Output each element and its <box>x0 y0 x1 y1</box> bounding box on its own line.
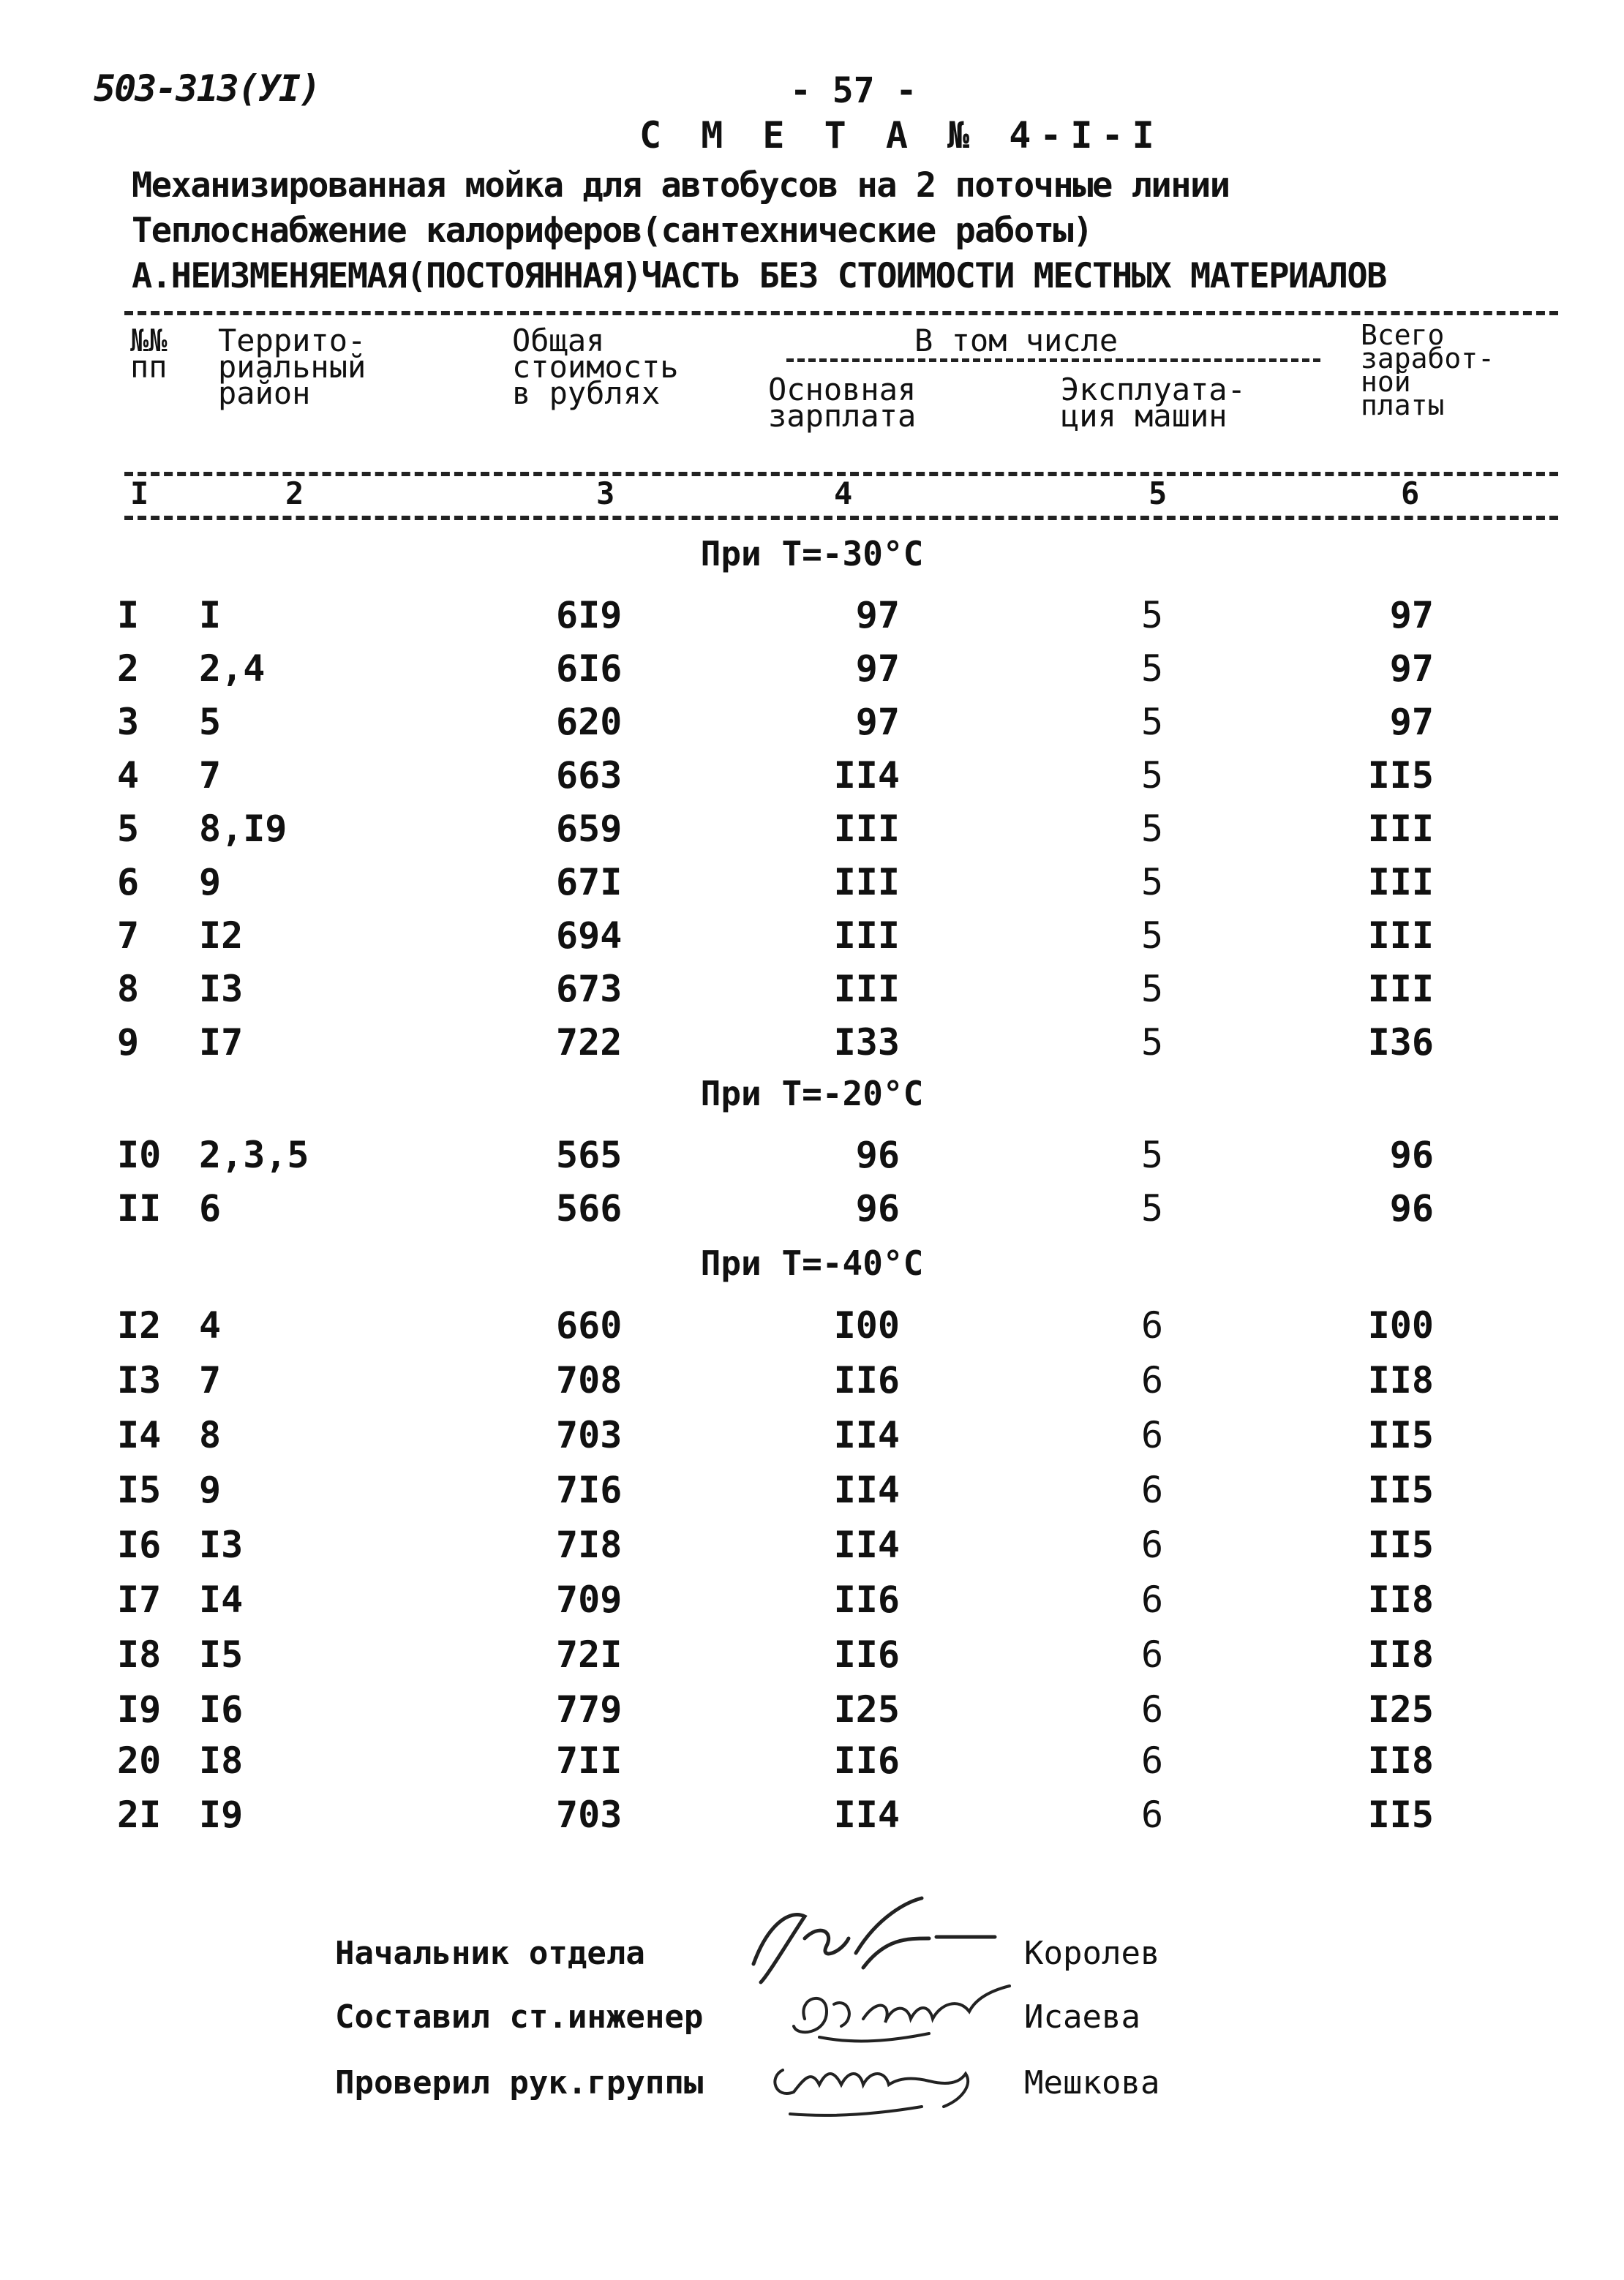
row-wage: I25 <box>833 1688 900 1731</box>
row-region: I7 <box>199 1021 244 1064</box>
column-number-4: 4 <box>834 475 853 511</box>
row-wage: III <box>833 968 900 1010</box>
table-row <box>0 754 1624 805</box>
row-number: I4 <box>117 1414 162 1456</box>
row-total-cost: 673 <box>556 968 623 1010</box>
table-row <box>0 808 1624 859</box>
row-machines: 5 <box>1141 701 1164 743</box>
row-machines: 5 <box>1141 1134 1164 1176</box>
table-row <box>0 1524 1624 1575</box>
row-machines: 5 <box>1141 1021 1164 1064</box>
row-wage: II4 <box>833 1414 900 1456</box>
row-total-wage: II5 <box>1367 1524 1434 1566</box>
row-total-cost: 722 <box>556 1021 623 1064</box>
column-header-number: №№ пп <box>130 323 168 385</box>
signature-role-head: Начальник отдела <box>335 1935 645 1972</box>
row-total-cost: 708 <box>556 1359 623 1402</box>
row-number: 7 <box>117 914 140 957</box>
row-wage: 97 <box>855 647 900 690</box>
smeta-title: С М Е Т А № 4-I-I <box>639 114 1163 157</box>
row-machines: 6 <box>1141 1739 1164 1782</box>
row-total-wage: I00 <box>1367 1304 1434 1347</box>
row-region: I4 <box>199 1579 244 1621</box>
row-machines: 5 <box>1141 861 1164 903</box>
column-header-total-wage: Всего заработ- ной платы <box>1361 319 1495 421</box>
table-row <box>0 594 1624 645</box>
row-region: I3 <box>199 968 244 1010</box>
row-total-cost: 566 <box>556 1187 623 1230</box>
row-total-cost: 709 <box>556 1579 623 1621</box>
row-number: I2 <box>117 1304 162 1347</box>
row-total-wage: III <box>1367 914 1434 957</box>
row-number: I5 <box>117 1469 162 1511</box>
signature-role-engineer: Составил ст.инженер <box>335 1998 704 2036</box>
row-total-wage: I25 <box>1367 1688 1434 1731</box>
row-number: 20 <box>117 1739 162 1782</box>
row-machines: 6 <box>1141 1688 1164 1731</box>
row-region: 7 <box>199 754 222 797</box>
row-total-cost: 659 <box>556 808 623 850</box>
row-number: 6 <box>117 861 140 903</box>
row-total-cost: 6I9 <box>556 594 623 636</box>
row-machines: 6 <box>1141 1469 1164 1511</box>
row-region: 2,4 <box>199 647 266 690</box>
row-total-cost: 703 <box>556 1794 623 1836</box>
row-total-cost: 67I <box>556 861 623 903</box>
column-header-group: В том числе <box>914 323 1119 358</box>
row-wage: II6 <box>833 1739 900 1782</box>
row-wage: II4 <box>833 1794 900 1836</box>
table-row <box>0 1414 1624 1465</box>
page-number: - 57 - <box>790 70 917 111</box>
column-number-3: 3 <box>596 475 615 511</box>
table-row <box>0 1134 1624 1185</box>
row-wage: II6 <box>833 1633 900 1676</box>
row-machines: 6 <box>1141 1304 1164 1347</box>
row-total-cost: 7I6 <box>556 1469 623 1511</box>
row-total-cost: 660 <box>556 1304 623 1347</box>
row-region: 6 <box>199 1187 222 1230</box>
row-machines: 5 <box>1141 754 1164 797</box>
row-machines: 6 <box>1141 1579 1164 1621</box>
row-total-wage: II5 <box>1367 1414 1434 1456</box>
row-wage: III <box>833 808 900 850</box>
table-row <box>0 1021 1624 1072</box>
table-row <box>0 1469 1624 1520</box>
row-machines: 6 <box>1141 1414 1164 1456</box>
row-wage: 97 <box>855 594 900 636</box>
row-number: 2I <box>117 1794 162 1836</box>
row-region: I5 <box>199 1633 244 1676</box>
section-label-minus-40: При Т=-40°С <box>700 1244 924 1283</box>
row-region: 2,3,5 <box>199 1134 309 1176</box>
row-total-wage: III <box>1367 968 1434 1010</box>
row-machines: 6 <box>1141 1633 1164 1676</box>
column-number-1: I <box>130 475 149 511</box>
row-region: 8,I9 <box>199 808 287 850</box>
row-wage: II4 <box>833 1469 900 1511</box>
title-line-3: А.НЕИЗМЕНЯЕМАЯ(ПОСТОЯННАЯ)ЧАСТЬ БЕЗ СТОИМОСТИ МЕСТНЫХ МАТЕРИАЛОВ <box>132 256 1386 296</box>
row-wage: III <box>833 861 900 903</box>
title-line-2: Теплоснабжение калориферов(сантехнические работы) <box>132 211 1093 251</box>
row-region: I <box>199 594 222 636</box>
row-machines: 5 <box>1141 1187 1164 1230</box>
column-number-5: 5 <box>1149 475 1168 511</box>
row-total-wage: I36 <box>1367 1021 1434 1064</box>
column-header-region: Террито- риальный район <box>218 323 366 411</box>
row-machines: 6 <box>1141 1794 1164 1836</box>
row-number: I7 <box>117 1579 162 1621</box>
table-row <box>0 1794 1624 1845</box>
row-machines: 5 <box>1141 808 1164 850</box>
row-wage: II4 <box>833 754 900 797</box>
table-row <box>0 968 1624 1019</box>
row-total-cost: 7II <box>556 1739 623 1782</box>
row-number: 5 <box>117 808 140 850</box>
row-number: 2 <box>117 647 140 690</box>
row-wage: 97 <box>855 701 900 743</box>
row-number: 4 <box>117 754 140 797</box>
row-wage: III <box>833 914 900 957</box>
column-number-6: 6 <box>1401 475 1420 511</box>
row-region: 4 <box>199 1304 222 1347</box>
column-header-total-cost: Общая стоимость в рублях <box>512 323 679 411</box>
row-total-cost: 620 <box>556 701 623 743</box>
signature-name-checker: Мешкова <box>1024 2064 1160 2102</box>
row-total-cost: 6I6 <box>556 647 623 690</box>
row-number: I0 <box>117 1134 162 1176</box>
signature-name-head: Королев <box>1024 1935 1160 1972</box>
row-number: 8 <box>117 968 140 1010</box>
row-total-wage: II8 <box>1367 1579 1434 1621</box>
row-total-wage: II8 <box>1367 1633 1434 1676</box>
table-row <box>0 647 1624 699</box>
row-number: 3 <box>117 701 140 743</box>
section-label-minus-20: При Т=-20°С <box>700 1074 924 1113</box>
column-number-2: 2 <box>285 475 304 511</box>
table-row <box>0 1359 1624 1410</box>
row-total-cost: 7I8 <box>556 1524 623 1566</box>
row-machines: 6 <box>1141 1524 1164 1566</box>
document-code: 503-313(УI) <box>94 67 320 110</box>
table-row <box>0 861 1624 912</box>
row-wage: I00 <box>833 1304 900 1347</box>
row-number: II <box>117 1187 162 1230</box>
row-machines: 5 <box>1141 594 1164 636</box>
row-wage: II4 <box>833 1524 900 1566</box>
table-row <box>0 1688 1624 1739</box>
table-row <box>0 1633 1624 1685</box>
row-total-wage: 97 <box>1389 647 1434 690</box>
row-region: 9 <box>199 861 222 903</box>
row-total-wage: 97 <box>1389 594 1434 636</box>
row-wage: 96 <box>855 1187 900 1230</box>
row-total-wage: II5 <box>1367 1469 1434 1511</box>
row-number: I6 <box>117 1524 162 1566</box>
row-number: I <box>117 594 140 636</box>
row-total-wage: 97 <box>1389 701 1434 743</box>
row-total-cost: 703 <box>556 1414 623 1456</box>
row-region: I3 <box>199 1524 244 1566</box>
table-row <box>0 914 1624 966</box>
row-machines: 5 <box>1141 914 1164 957</box>
row-wage: II6 <box>833 1359 900 1402</box>
row-region: I9 <box>199 1794 244 1836</box>
row-number: I9 <box>117 1688 162 1731</box>
handwritten-signature-3 <box>761 2041 995 2121</box>
row-number: I3 <box>117 1359 162 1402</box>
row-region: 8 <box>199 1414 222 1456</box>
row-wage: I33 <box>833 1021 900 1064</box>
row-total-wage: II8 <box>1367 1359 1434 1402</box>
row-total-wage: II5 <box>1367 1794 1434 1836</box>
row-machines: 6 <box>1141 1359 1164 1402</box>
table-row <box>0 1579 1624 1630</box>
row-total-cost: 694 <box>556 914 623 957</box>
row-total-wage: II8 <box>1367 1739 1434 1782</box>
row-number: I8 <box>117 1633 162 1676</box>
header-top-divider <box>124 311 1558 315</box>
column-header-wage: Основная зарплата <box>768 372 917 434</box>
row-wage: 96 <box>855 1134 900 1176</box>
row-total-wage: III <box>1367 808 1434 850</box>
row-region: I8 <box>199 1739 244 1782</box>
column-header-machines: Эксплуата- ция машин <box>1061 372 1246 434</box>
row-machines: 5 <box>1141 647 1164 690</box>
row-wage: II6 <box>833 1579 900 1621</box>
row-number: 9 <box>117 1021 140 1064</box>
group-underline <box>786 358 1320 362</box>
row-total-cost: 72I <box>556 1633 623 1676</box>
table-row <box>0 1187 1624 1238</box>
row-total-wage: III <box>1367 861 1434 903</box>
column-numbers-bottom-divider <box>124 516 1558 520</box>
row-total-cost: 663 <box>556 754 623 797</box>
row-total-wage: 96 <box>1389 1134 1434 1176</box>
row-total-cost: 779 <box>556 1688 623 1731</box>
row-total-cost: 565 <box>556 1134 623 1176</box>
row-region: 9 <box>199 1469 222 1511</box>
row-region: I6 <box>199 1688 244 1731</box>
signature-name-engineer: Исаева <box>1024 1998 1140 2036</box>
row-region: 5 <box>199 701 222 743</box>
table-row <box>0 701 1624 752</box>
row-region: 7 <box>199 1359 222 1402</box>
signature-role-checker: Проверил рук.группы <box>335 2064 704 2102</box>
title-line-1: Механизированная мойка для автобусов на 2 поточные линии <box>132 165 1230 206</box>
table-row <box>0 1739 1624 1791</box>
section-label-minus-30: При Т=-30°С <box>700 534 924 573</box>
row-total-wage: II5 <box>1367 754 1434 797</box>
table-row <box>0 1304 1624 1355</box>
row-total-wage: 96 <box>1389 1187 1434 1230</box>
row-region: I2 <box>199 914 244 957</box>
row-machines: 5 <box>1141 968 1164 1010</box>
